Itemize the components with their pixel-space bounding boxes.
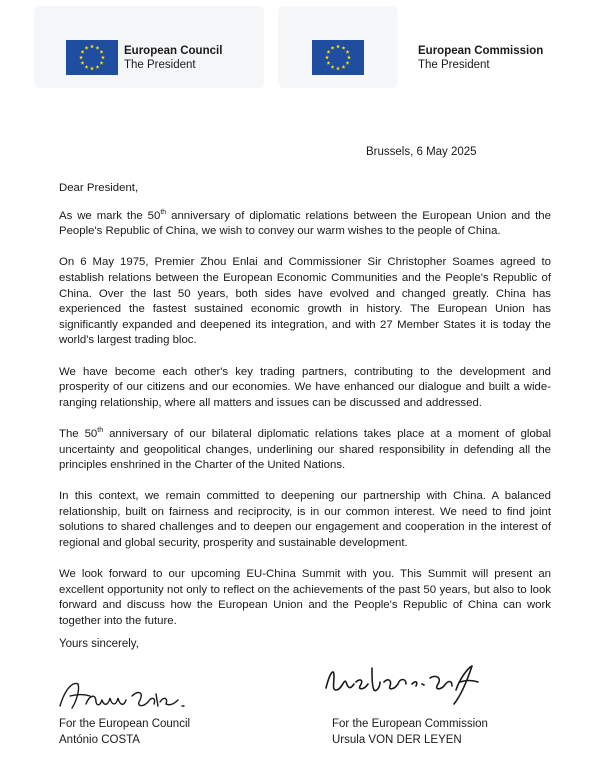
letter-body: [59, 181, 551, 645]
organization-role: The President: [124, 59, 196, 71]
star-icon: [331, 46, 335, 50]
signatory-institution: For the European Commission: [332, 718, 488, 730]
organization-name: European Council: [124, 45, 223, 57]
star-icon: [331, 65, 335, 69]
eu-flag-icon: [312, 40, 364, 75]
star-icon: [342, 65, 346, 69]
signatory-european-commission: [332, 717, 488, 748]
closing: Yours sincerely,: [59, 638, 139, 650]
signatory-name: Ursula VON DER LEYEN: [332, 733, 462, 746]
star-icon: [336, 66, 340, 70]
organization-name: European Commission: [418, 45, 544, 57]
date-line: Brussels, 6 May 2025: [366, 146, 477, 158]
paragraph-5: In this context, we remain committed to deepening our partnership with China. A balanced relationship, built on fairness and reciprocity, is in our common interest. We need to find joint solutions to shared challenges and to deepen our engagement and cooperation in the interest of regional and global security, prosperity and sustainable development.: [59, 490, 551, 550]
signatory-institution: For the European Council: [59, 718, 191, 730]
signatory-european-council: [59, 717, 190, 748]
salutation: Dear President,: [59, 182, 139, 194]
star-icon: [342, 46, 346, 50]
letterhead-text: [418, 44, 543, 72]
star-icon: [326, 61, 330, 65]
star-icon: [325, 55, 329, 59]
star-icon: [326, 50, 330, 54]
signatory-name: António COSTA: [59, 733, 140, 746]
paragraph-3: We have become each other's key trading partners, contributing to the development and prosperity of our citizens and our economies. We have enhanced our dialogue and built a wide-ranging relationship, where all matters and issues can be discussed and addressed.: [59, 365, 551, 409]
signature-antonio-costa: [56, 676, 196, 716]
paragraph-1: As we mark the 50th anniversary of diplomatic relations between the European Union and the People's Republic of China, we wish to convey our warm wishes to the people of China.: [59, 208, 551, 238]
star-icon: [346, 50, 350, 54]
star-icon: [347, 55, 351, 59]
star-icon: [336, 44, 340, 48]
star-icon: [346, 61, 350, 65]
organization-role: The President: [418, 59, 490, 71]
paragraph-4: The 50th anniversary of our bilateral diplomatic relations takes place at a moment of global uncertainty and geopolitical changes, underlining our shared responsibility in defending all the principles enshrined in the Charter of the United Nations.: [59, 427, 551, 472]
paragraph-2: On 6 May 1975, Premier Zhou Enlai and Commissioner Sir Christopher Soames agreed to establish relations between the European Economic Communities and the People's Republic of China. Over the last 50 years, both sides have evolved and changed greatly. China has experienced the fastest sustained economic growth in history. The European Union has significantly expanded and deepened its integration, and with 27 Member States it is today the world's largest trading bloc.: [59, 256, 551, 347]
paragraph-6: We look forward to our upcoming EU-China Summit with you. This Summit will present an excellent opportunity not only to reflect on the achievements of the past 50 years, but also to look forward and discuss how the European Union and the People's Republic of China can work together into the future.: [59, 568, 551, 628]
signature-ursula-von-der-leyen: [322, 654, 502, 710]
letterhead-european-commission: [0, 0, 600, 95]
